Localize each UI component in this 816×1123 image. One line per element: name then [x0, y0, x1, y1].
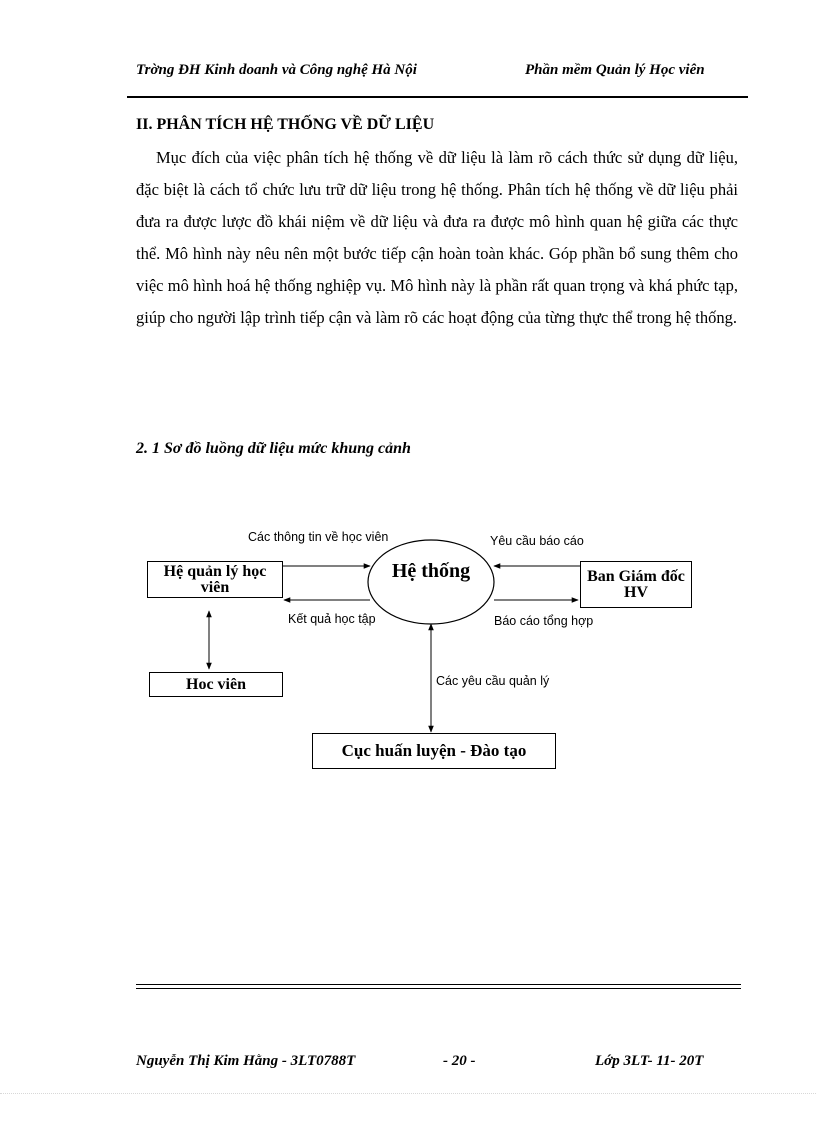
header-school: Trờng ĐH Kinh doanh và Công nghệ Hà Nội — [136, 62, 417, 78]
flow-summary-label: Báo cáo tổng hợp — [494, 614, 594, 628]
manager-box: Hệ quản lý học viên — [147, 561, 283, 598]
context-diagram — [120, 520, 720, 790]
header-software: Phần mềm Quản lý Học viên — [525, 62, 705, 78]
footer-page-number: - 20 - — [443, 1053, 476, 1069]
footer-rule-top — [136, 984, 741, 985]
subsection-title: 2. 1 Sơ đồ luồng dữ liệu mức khung cảnh — [136, 440, 411, 457]
body-paragraph: Mục đích của việc phân tích hệ thống về dữ liệu là làm rõ cách thức sử dụng dữ liệu, đặc biệt là cách tổ chức lưu trữ dữ liệu trong hệ thống. Phân tích hệ thống về dữ liệu phải đưa ra được lược đồ khái niệm về dữ liệu và đưa ra được mô hình quan hệ giữa các thực thể. Mô hình này nêu nên một bước tiếp cận hoàn toàn khác. Góp phần bổ sung thêm cho việc mô hình hoá hệ thống nghiệp vụ. Mô hình này là phần rất quan trọng và khá phức tạp, giúp cho người lập trình tiếp cận và làm rõ các hoạt động của từng thực thể trong hệ thống. — [136, 148, 738, 327]
board-box: Ban Giám đốc HV — [580, 561, 692, 608]
footer-rule-bottom — [136, 988, 741, 989]
footer-class: Lớp 3LT- 11- 20T — [595, 1053, 704, 1069]
footer-author: Nguyễn Thị Kim Hằng - 3LT0788T — [136, 1053, 356, 1069]
system-label: Hệ thống — [391, 560, 471, 582]
flow-request-label: Yêu cầu báo cáo — [490, 534, 584, 548]
flow-result-label: Kết quả học tập — [288, 612, 376, 626]
section-title: II. PHÂN TÍCH HỆ THỐNG VỀ DỮ LIỆU — [136, 116, 435, 133]
flow-info-label: Các thông tin về học viên — [248, 530, 389, 544]
header-rule — [127, 96, 748, 98]
department-box: Cục huấn luyện - Đào tạo — [312, 733, 556, 769]
page-bottom-dotted-line — [0, 1093, 816, 1094]
flow-management-label: Các yêu cầu quản lý — [436, 674, 550, 688]
student-box: Hoc viên — [149, 672, 283, 697]
